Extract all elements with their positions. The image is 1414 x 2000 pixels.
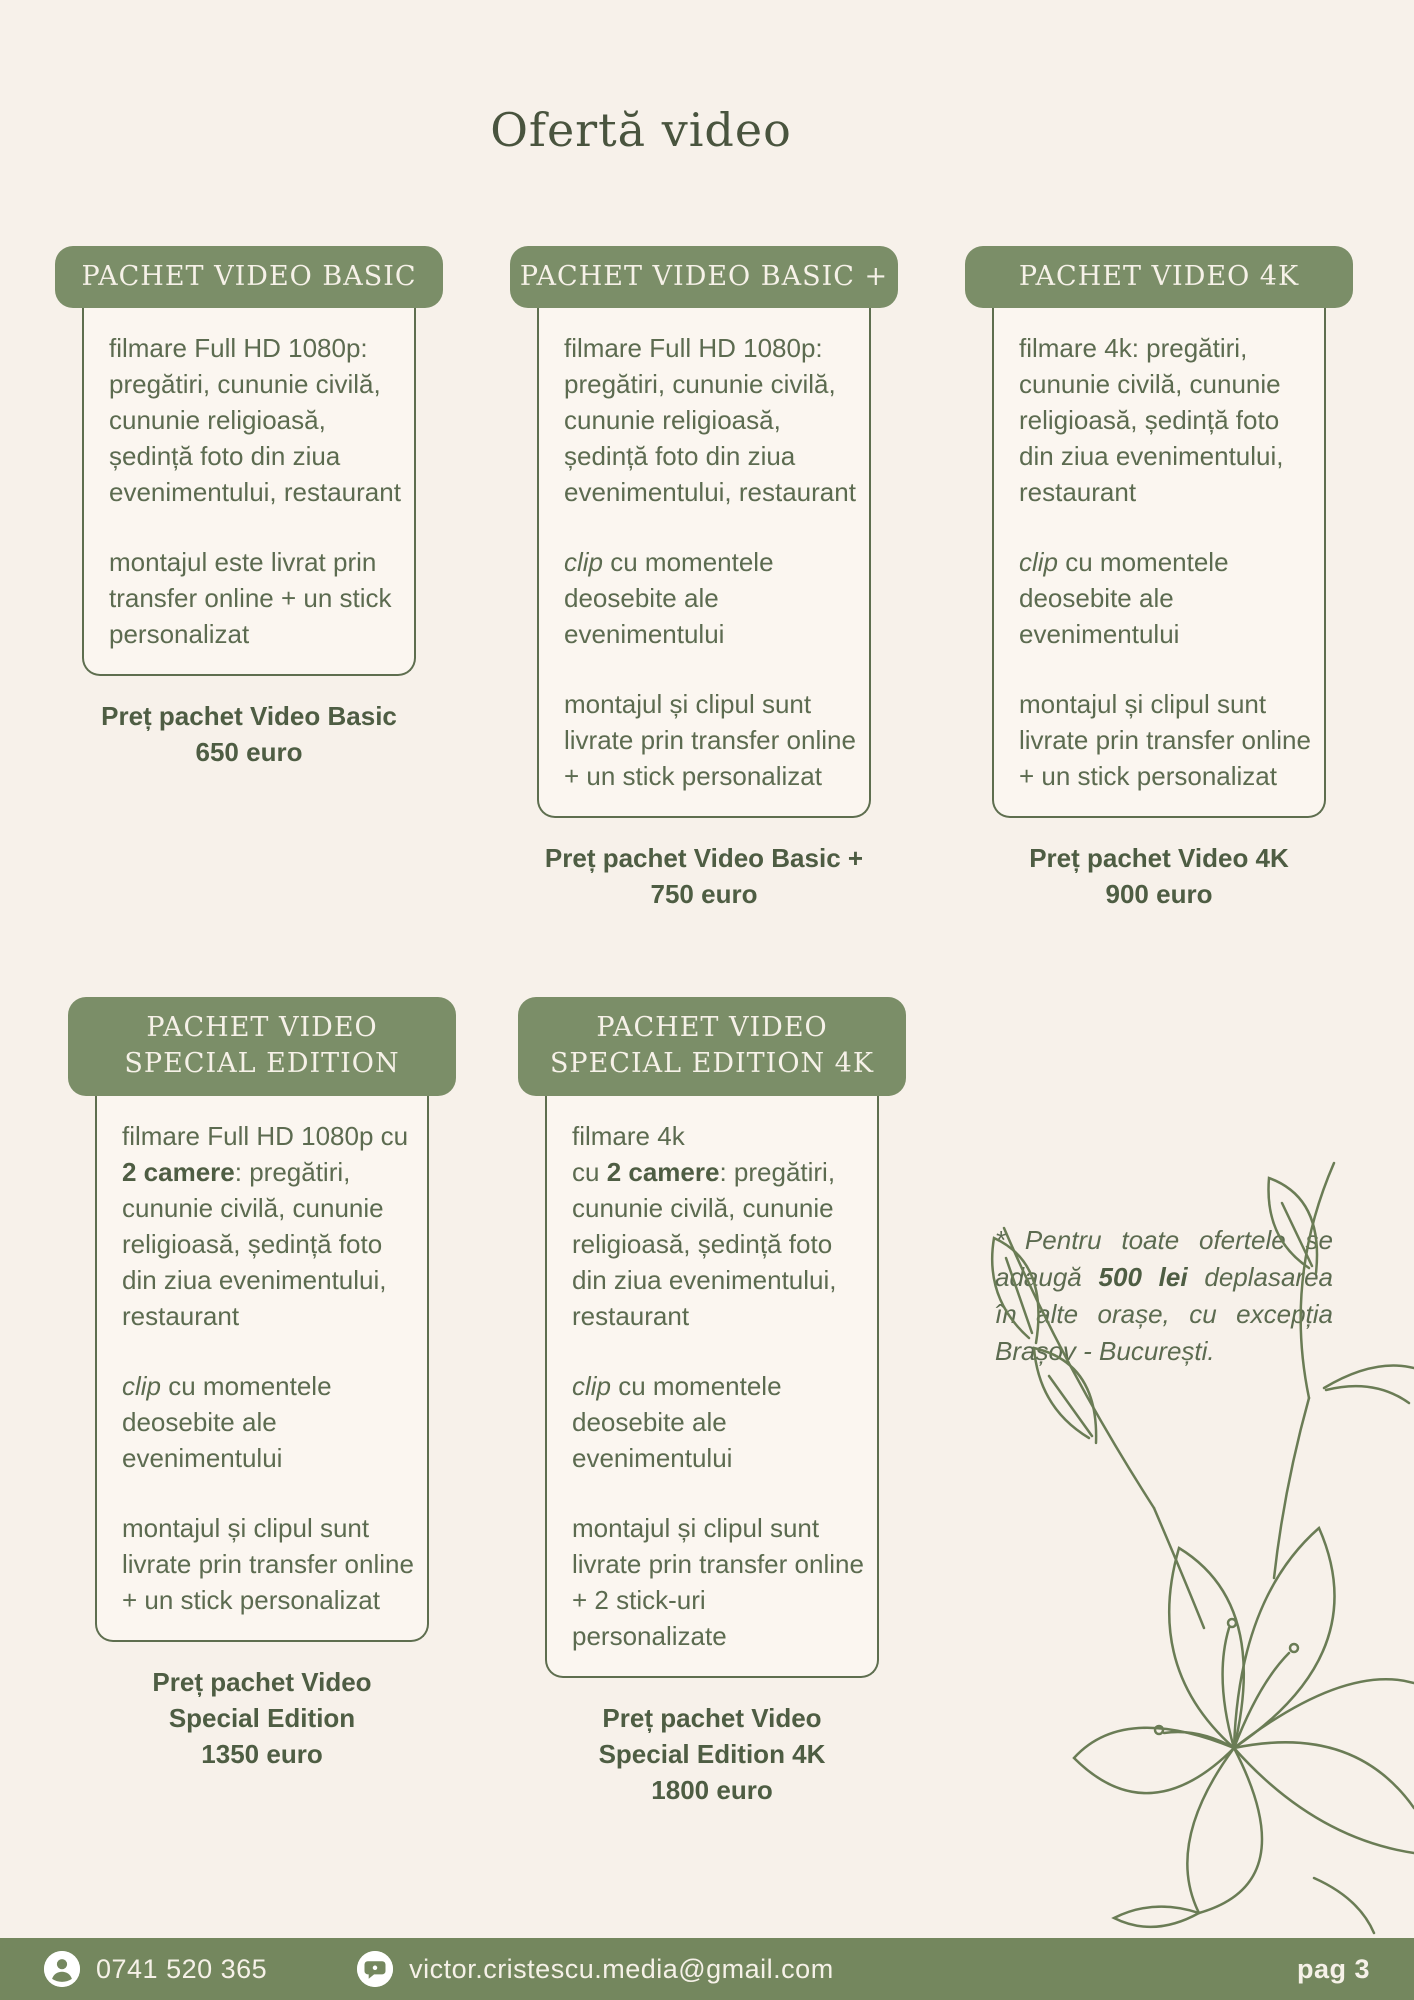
card-body (82, 308, 416, 676)
card-paragraph (1019, 686, 1314, 794)
card-price (68, 1664, 456, 1772)
card-video-special-edition (68, 997, 456, 1772)
text-segment: clip (122, 1370, 162, 1401)
price-line: Preț pachet Video (602, 1702, 822, 1733)
card-price (965, 840, 1353, 912)
card-paragraph (122, 1510, 417, 1618)
text-segment: filmare Full HD 1080p: pregătiri, cununie civilă, cununie religioasă, ședință foto din ziua evenimentului, restaurant (109, 333, 401, 508)
text-segment: clip (564, 547, 604, 578)
text-segment: cu momentele deosebite ale evenimentului (1019, 547, 1229, 650)
card-paragraph (564, 544, 859, 652)
card-paragraph (572, 1368, 867, 1476)
price-line: Special Edition (168, 1702, 356, 1733)
card-paragraph (122, 1118, 417, 1334)
text-segment: filmare Full HD 1080p: pregătiri, cununie civilă, cununie religioasă, ședință foto din ziua evenimentului, restaurant (564, 333, 856, 508)
phone-number: 0741 520 365 (96, 1953, 268, 1984)
card-paragraph (109, 544, 404, 652)
text-segment: cu momentele deosebite ale evenimentului (572, 1370, 782, 1473)
price-line: 1800 euro (651, 1774, 773, 1805)
text-segment: 2 camere (122, 1156, 235, 1187)
text-segment: filmare 4k (572, 1120, 685, 1151)
person-icon (44, 1951, 80, 1987)
card-paragraph (564, 330, 859, 510)
text-segment: * Pentru toate ofertele se adaugă (995, 1225, 1333, 1292)
card-video-special-edition-4k (518, 997, 906, 1808)
text-segment: montajul și clipul sunt livrate prin transfer online + un stick personalizat (122, 1512, 414, 1615)
email-contact (357, 1951, 834, 1987)
text-segment: cu (572, 1156, 607, 1187)
chat-icon (357, 1951, 393, 1987)
card-paragraph (572, 1510, 867, 1654)
card-video-basic-plus (510, 246, 898, 912)
price-line: 1350 euro (201, 1738, 323, 1769)
card-video-4k (965, 246, 1353, 912)
card-paragraph (564, 686, 859, 794)
text-segment: : pregătiri, cununie civilă, cununie religioasă, ședință foto din ziua evenimentului, restaurant (122, 1156, 387, 1331)
card-paragraph (1019, 544, 1314, 652)
price-line: Special Edition 4K (598, 1738, 826, 1769)
text-segment: 2 camere (606, 1156, 720, 1187)
card-paragraph (109, 330, 404, 510)
price-line: 750 euro (650, 879, 758, 910)
card-header-label: PACHET VIDEO BASIC (81, 261, 417, 292)
phone-contact (44, 1951, 267, 1987)
card-price (510, 840, 898, 912)
card-price (55, 698, 443, 770)
price-line: Preț pachet Video Basic (101, 701, 397, 732)
price-line: Preț pachet Video Basic + (544, 843, 864, 874)
card-video-basic (55, 246, 443, 770)
page-title: Ofertă video (490, 102, 792, 157)
text-segment: clip (1019, 547, 1059, 578)
card-header-label: PACHET VIDEO BASIC + (519, 261, 889, 292)
text-segment: montajul și clipul sunt livrate prin transfer online + un stick personalizat (1019, 689, 1311, 792)
text-segment: montajul și clipul sunt livrate prin transfer online + un stick personalizat (564, 689, 856, 792)
text-segment: cu momentele deosebite ale evenimentului (564, 547, 774, 650)
card-body (95, 1096, 429, 1642)
card-header-label: SPECIAL EDITION 4K (549, 1048, 875, 1080)
text-segment: : pregătiri, cununie civilă, cununie religioasă, ședință foto din ziua evenimentului, restaurant (572, 1156, 837, 1331)
card-body (537, 308, 871, 818)
price-line: 900 euro (1105, 879, 1213, 910)
card-header (55, 246, 443, 308)
page-number: pag 3 (1296, 1953, 1370, 1984)
card-header-label: PACHET VIDEO 4K (1018, 261, 1300, 292)
card-price (518, 1700, 906, 1808)
card-header-label: PACHET VIDEO (146, 1012, 378, 1043)
flower-illustration (854, 1108, 1414, 1938)
email-address: victor.cristescu.media@gmail.com (409, 1953, 834, 1984)
price-line: Preț pachet Video (152, 1666, 372, 1697)
text-segment: montajul este livrat prin transfer online + un stick personalizat (109, 547, 392, 650)
card-paragraph (122, 1368, 417, 1476)
text-segment: filmare Full HD 1080p cu (122, 1120, 409, 1151)
card-body (545, 1096, 879, 1678)
card-header (510, 246, 898, 308)
text-segment: cu momentele deosebite ale evenimentului (122, 1370, 332, 1473)
card-header-label: SPECIAL EDITION (124, 1048, 400, 1080)
text-segment: deplasarea în alte orașe, cu excepția Brașov - București. (995, 1262, 1334, 1366)
price-line: Preț pachet Video 4K (1029, 843, 1289, 874)
card-header (518, 997, 906, 1096)
price-line: 650 euro (195, 737, 303, 768)
card-paragraph (572, 1118, 867, 1334)
card-body (992, 308, 1326, 818)
text-segment: 500 lei (1098, 1262, 1188, 1292)
card-header (68, 997, 456, 1096)
text-segment: filmare 4k: pregătiri, cununie civilă, cununie religioasă, ședință foto din ziua evenimentului, restaurant (1019, 333, 1284, 508)
text-segment: montajul și clipul sunt livrate prin transfer online + 2 stick-uri personalizate (572, 1512, 864, 1651)
card-header (965, 246, 1353, 308)
footer-bar (0, 1938, 1414, 2000)
text-segment: clip (572, 1370, 612, 1401)
card-paragraph (1019, 330, 1314, 510)
card-header-label: PACHET VIDEO (596, 1012, 828, 1043)
